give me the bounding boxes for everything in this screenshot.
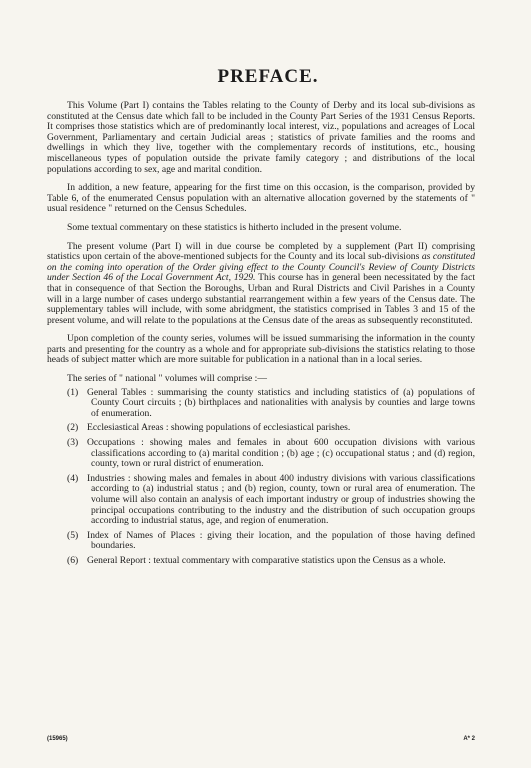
supplement-text-end: This course has in general been necessitated by the fact that in consequence of that Section the Boroughs, Urban and Rural Districts and Civil Parishes in a County will in a large number of cases undergo substantial rearrangement within a few years of the Census date. The supplementary tables will include, with some abridgment, the statistics comprised in Tables 3 and 15 of the present volume, and will relate to the populations at the Census date of the areas as subsequently reconstituted. bbox=[47, 272, 475, 326]
paragraph-new-feature: In addition, a new feature, appearing for the first time on this occasion, is the comparison, provided by Table 6, of the enumerated Census population with an alternative allocation governed by the statements of " usual residence " returned on the Census Schedules. bbox=[47, 182, 475, 215]
list-item-number: (4) bbox=[67, 472, 79, 484]
paragraph-commentary: Some textual commentary on these statistics is hitherto included in the present volume. bbox=[67, 221, 402, 233]
list-item bbox=[67, 438, 475, 470]
list-item-text: Index of Names of Places : giving their location, and the population of those having defined boundaries. bbox=[87, 529, 475, 552]
list-item bbox=[67, 388, 475, 420]
list-item bbox=[67, 556, 475, 567]
supplement-italic-text: as constituted on the coming into operation of the Order giving effect to the County Council's Review of County Districts under Section 46 of the Local Government Act, 1929. bbox=[47, 251, 475, 284]
supplement-text-start: The present volume (Part I) will in due course be completed by a supplement (Part II) comprising statistics upon certain of the above-mentioned subjects for the County and its local sub-divisions bbox=[47, 240, 475, 263]
list-item bbox=[67, 423, 475, 434]
list-item-text: Ecclesiastical Areas : showing populations of ecclesiastical parishes. bbox=[87, 422, 351, 434]
paragraph-supplement bbox=[47, 242, 475, 327]
list-item-text: Industries : showing males and females in about 400 industry divisions with various classifications according to (a) industrial status ; and (b) region, county, town or rural area of enumeration. The volume will also contain an analysis of each important industry or group of industries showing the principal occupations contributing to the industry and the distribution of such occupation groups according to industrial status, age, and region of enumeration. bbox=[87, 472, 475, 527]
national-volumes-list bbox=[47, 388, 475, 567]
list-item bbox=[67, 474, 475, 527]
list-item-text: General Tables : summarising the county statistics and including statistics of (a) populations of County Court circuits ; (b) birthplaces and nationalities with analysis by counties and large towns of enumeration. bbox=[87, 386, 475, 419]
page-footer bbox=[47, 736, 475, 742]
list-item bbox=[67, 531, 475, 552]
signature-mark: A* 2 bbox=[463, 736, 475, 742]
list-item-text: General Report : textual commentary with comparative statistics upon the Census as a whole. bbox=[87, 554, 446, 566]
series-intro: The series of " national " volumes will comprise :— bbox=[67, 373, 267, 385]
paragraph-completion: Upon completion of the county series, volumes will be issued summarising the information in the county parts and presenting for the country as a whole and for appropriate sub-divisions the statistics relating to those heads of subject matter which are more suitable for publication in a national than in a local series. bbox=[47, 333, 475, 366]
list-item-number: (2) bbox=[67, 422, 79, 434]
list-item-number: (3) bbox=[67, 437, 79, 449]
print-code: (15965) bbox=[47, 736, 68, 742]
list-item-number: (1) bbox=[67, 386, 79, 398]
paragraph-contents: This Volume (Part I) contains the Tables relating to the County of Derby and its local sub-divisions as constituted at the Census date which fall to be included in the County Part Series of the 1931 Census Reports. It comprises those statistics which are of predominantly local interest, viz., populations and acreages of Local Government, Parliamentary and certain Judicial areas ; statistics of private families and the rooms and dwellings in which they live, together with the complementary records of institutions, etc., housing miscellaneous types of population outside the private family category ; and distributions of the local populations according to sex, age and marital condition. bbox=[47, 100, 475, 175]
list-item-number: (5) bbox=[67, 529, 79, 541]
list-item-text: Occupations : showing males and females in about 600 occupation divisions with various classifications according to (a) marital condition ; (b) age ; (c) occupational status ; and (d) region, county, town or rural district of enumeration. bbox=[87, 437, 475, 470]
page-title: PREFACE. bbox=[217, 66, 319, 87]
list-item-number: (6) bbox=[67, 554, 79, 566]
